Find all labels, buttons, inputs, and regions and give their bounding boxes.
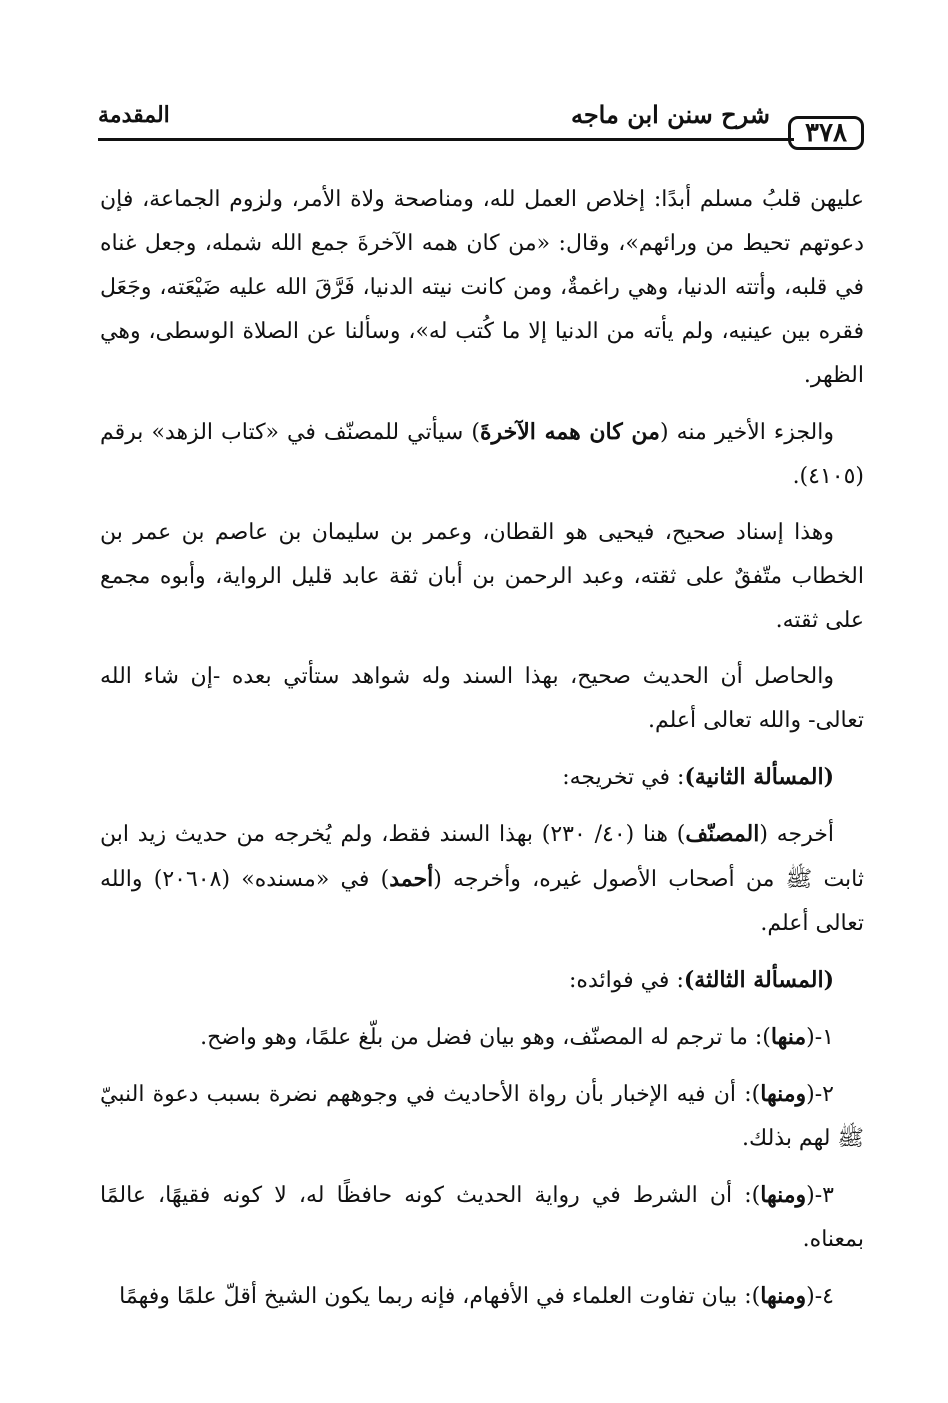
paragraph-last-part-note: والجزء الأخير منه (من كان همه الآخرةَ) سيأتي للمصنّف في «كتاب الزهد» برقم (٤١٠٥). bbox=[100, 419, 864, 489]
paragraph-conclusion: والحاصل أن الحديث صحيح، بهذا السند وله شواهد ستأتي بعده -إن شاء الله تعالى- والله تعالى أعلم. bbox=[100, 664, 864, 733]
chapter-title: المقدمة bbox=[98, 102, 170, 128]
book-title: شرح سنن ابن ماجه bbox=[570, 100, 770, 129]
section-heading-second-issue: (المسألة الثانية): في تخريجه: bbox=[562, 764, 834, 790]
header-divider bbox=[98, 138, 794, 141]
benefit-item-3: ٣-(ومنها): أن الشرط في رواية الحديث كونه حافظًا له، لا كونه فقيهًا، عالمًا بمعناه. bbox=[100, 1182, 864, 1252]
section-heading-third-issue: (المسألة الثالثة): في فوائده: bbox=[569, 967, 834, 993]
page-header bbox=[98, 96, 864, 156]
paragraph-isnad-grading: وهذا إسناد صحيح، فيحيى هو القطان، وعمر بن سليمان بن عاصم بن عمر بن الخطاب متّفقٌ على ثقته، وعبد الرحمن بن أبان ثقة عابد قليل الرواية، وأبوه مجمع على ثقته. bbox=[100, 520, 864, 633]
body-text bbox=[100, 178, 864, 1331]
benefit-item-1: ١-(منها): ما ترجم له المصنّف، وهو بيان فضل من بلّغ علمًا، وهو واضح. bbox=[200, 1024, 834, 1050]
benefit-item-4: ٤-(ومنها): بيان تفاوت العلماء في الأفهام، فإنه ربما يكون الشيخ أقلّ علمًا وفهمًا bbox=[119, 1283, 834, 1309]
paragraph-hadith-continuation: عليهن قلبُ مسلم أبدًا: إخلاص العمل لله، ومناصحة ولاة الأمر، ولزوم الجماعة، فإن دعوتهم تحيط من ورائهم»، وقال: «من كان همه الآخرةَ جمع الله شمله، وجعل غناه في قلبه، وأتته الدنيا، وهي راغمةٌ، ومن كانت نيته الدنيا، فَرَّقَ الله عليه ضَيْعَته، وجَعَل فقره بين عينيه، ولم يأته من الدنيا إلا ما كُتب له»، وسألنا عن الصلاة الوسطى، وهي الظهر. bbox=[100, 187, 864, 388]
paragraph-takhrij: أخرجه (المصنّف) هنا (٤٠/ ٢٣٠) بهذا السند فقط، ولم يُخرجه من حديث زيد ابن ثابت ﷺ من أصحاب الأصول غيره، وأخرجه (أحمد) في «مسنده» (٢٠٦٠٨) والله تعالى أعلم. bbox=[100, 821, 864, 936]
benefit-item-2: ٢-(ومنها): أن فيه الإخبار بأن رواة الأحاديث في وجوههم نضرة بسبب دعوة النبيّ ﷺ لهم بذلك. bbox=[100, 1081, 864, 1151]
page-number: ٣٧٨ bbox=[788, 116, 864, 150]
